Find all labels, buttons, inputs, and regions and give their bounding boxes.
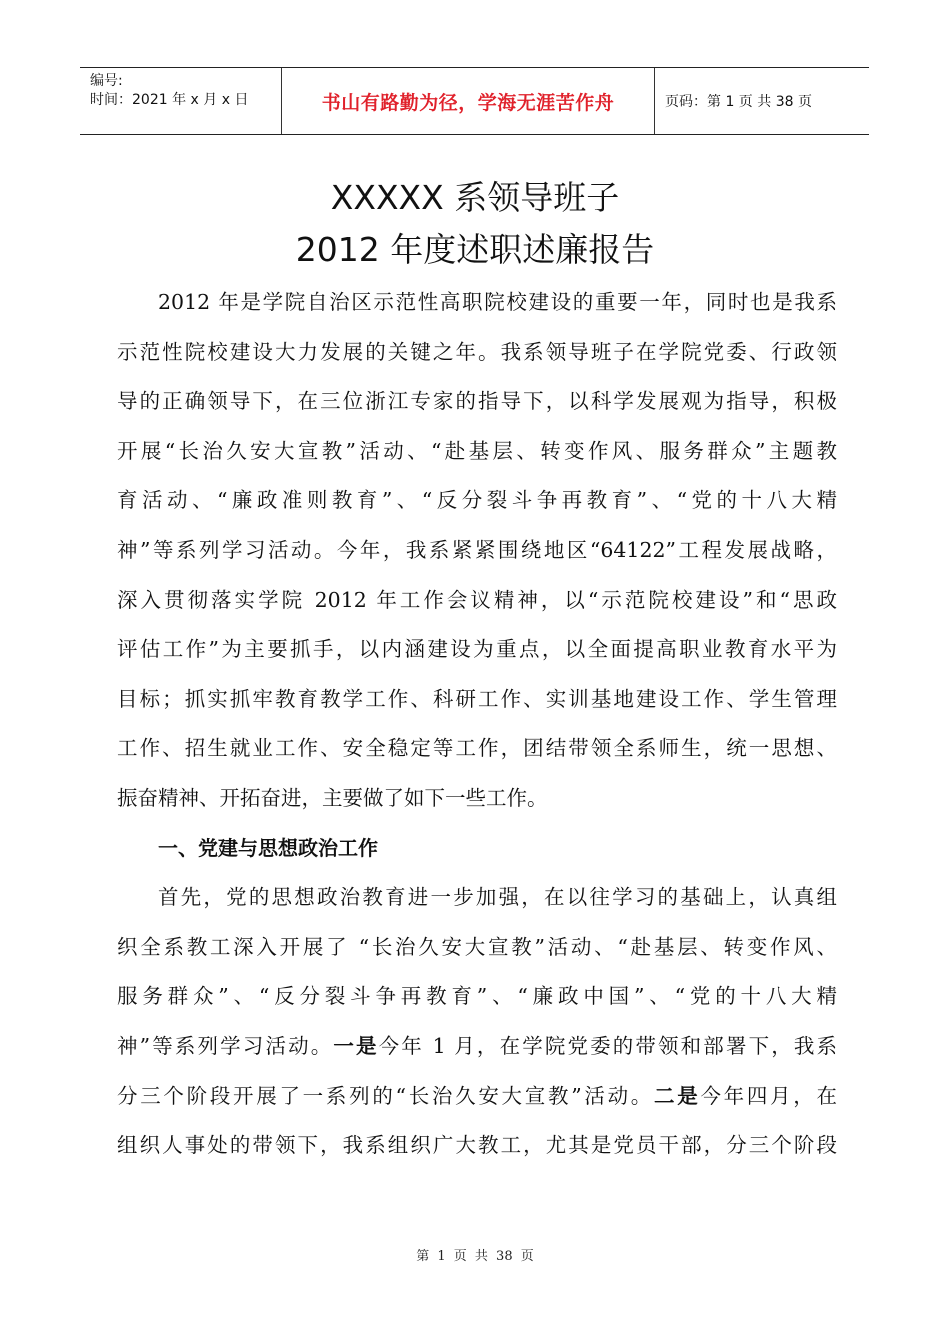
page-footer: 第 1 页 共 38 页 bbox=[416, 1249, 534, 1264]
bold-marker-second: 二是 bbox=[654, 1083, 701, 1108]
text-line: 神”等系列学习活动。今年，我系紧紧围绕地区“64122”工程发展战略， bbox=[117, 537, 837, 562]
header-page-number: 页码：第 1 页 共 38 页 bbox=[665, 94, 812, 110]
text-run: 神”等系列学习活动。 bbox=[117, 1033, 334, 1058]
text-line: 服务群众”、“反分裂斗争再教育”、“廉政中国”、“党的十八大精 bbox=[117, 984, 837, 1009]
text-line: 振奋精神、开拓奋进，主要做了如下一些工作。 bbox=[117, 785, 548, 810]
document-date-label: 时间：2021 年 x 月 x 日 bbox=[90, 92, 249, 108]
text-run: 今年四月，在 bbox=[700, 1083, 837, 1108]
text-line: 首先，党的思想政治教育进一步加强，在以往学习的基础上，认真组 bbox=[158, 885, 837, 910]
header-motto: 书山有路勤为径，学海无涯苦作舟 bbox=[282, 68, 655, 134]
document-body bbox=[117, 278, 837, 1171]
section-heading-party-building: 一、党建与思想政治工作 bbox=[158, 835, 378, 860]
document-title-line1: XXXXX 系领导班子 bbox=[330, 178, 620, 217]
paragraph-party-building bbox=[117, 873, 837, 1171]
text-line: 示范性院校建设大力发展的关键之年。我系领导班子在学院党委、行政领 bbox=[117, 339, 837, 364]
text-run: 分三个阶段开展了一系列的“长治久安大宣教”活动。 bbox=[117, 1083, 655, 1108]
document-header-table bbox=[80, 67, 869, 135]
text-line: 工作、招生就业工作、安全稳定等工作，团结带领全系师生，统一思想、 bbox=[117, 736, 837, 761]
text-line: 深入贯彻落实学院 2012 年工作会议精神，以“示范院校建设”和“思政 bbox=[117, 587, 837, 612]
text-line: 组织人事处的带领下，我系组织广大教工，尤其是党员干部，分三个阶段 bbox=[117, 1133, 837, 1158]
text-line: 开展“长治久安大宣教”活动、“赴基层、转变作风、服务群众”主题教 bbox=[117, 438, 837, 463]
header-meta-cell bbox=[80, 68, 282, 134]
text-line: 目标；抓实抓牢教育教学工作、科研工作、实训基地建设工作、学生管理 bbox=[117, 686, 837, 711]
paragraph-intro bbox=[117, 278, 837, 824]
document-title-line2: 2012 年度述职述廉报告 bbox=[295, 230, 655, 269]
text-line: 评估工作”为主要抓手，以内涵建设为重点，以全面提高职业教育水平为 bbox=[117, 637, 837, 662]
text-run: 今年 1 月，在学院党委的带领和部署下，我系 bbox=[378, 1033, 838, 1058]
text-line: 导的正确领导下，在三位浙江专家的指导下，以科学发展观为指导，积极 bbox=[117, 389, 837, 414]
text-line: 育活动、“廉政准则教育”、“反分裂斗争再教育”、“党的十八大精 bbox=[117, 488, 837, 513]
text-line bbox=[117, 1022, 837, 1072]
document-number-label: 编号: bbox=[90, 73, 123, 89]
text-line: 2012 年是学院自治区示范性高职院校建设的重要一年，同时也是我系 bbox=[158, 290, 837, 314]
text-line: 织全系教工深入开展了 “长治久安大宣教”活动、“赴基层、转变作风、 bbox=[117, 934, 837, 959]
bold-marker-first: 一是 bbox=[333, 1033, 379, 1058]
text-line bbox=[117, 1072, 837, 1122]
